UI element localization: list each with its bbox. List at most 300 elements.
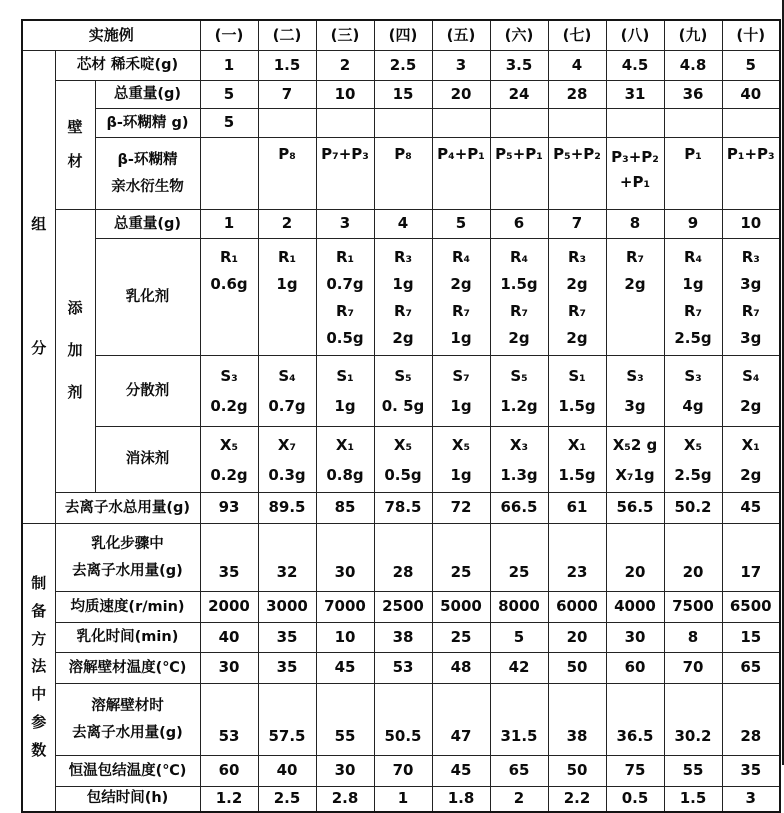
value-cell bbox=[606, 138, 664, 210]
column-header: 实施例 bbox=[22, 20, 200, 51]
value-cell bbox=[664, 239, 722, 356]
value-cell bbox=[200, 239, 258, 356]
cell-line: 3g bbox=[624, 397, 646, 415]
value-cell: 78.5 bbox=[374, 493, 432, 524]
cell-line: 2g bbox=[624, 275, 646, 293]
cell-line: S₁ bbox=[336, 367, 354, 385]
row-label: 总重量(g) bbox=[95, 81, 200, 109]
value-cell: 3.5 bbox=[490, 51, 548, 81]
cell-line: X₅ bbox=[219, 435, 239, 454]
column-header: (十) bbox=[722, 20, 780, 51]
patent-table bbox=[21, 19, 781, 813]
value-cell: 40 bbox=[200, 623, 258, 653]
cell-line: R₇ bbox=[683, 302, 703, 320]
value-cell: 55 bbox=[664, 756, 722, 787]
value-cell: 1 bbox=[200, 51, 258, 81]
value-cell: 72 bbox=[432, 493, 490, 524]
row-label: 溶解壁材温度(℃) bbox=[55, 653, 200, 684]
group-label-char: 分 bbox=[31, 339, 47, 357]
cell-line: S₄ bbox=[742, 367, 760, 385]
column-header: (一) bbox=[200, 20, 258, 51]
table-row bbox=[22, 239, 780, 356]
value-cell: 10 bbox=[316, 81, 374, 109]
row-label: 乳化时间(min) bbox=[55, 623, 200, 653]
value-cell: 20 bbox=[606, 524, 664, 592]
cell-line: R₇ bbox=[509, 302, 529, 320]
value-cell: 7 bbox=[548, 210, 606, 239]
value-cell bbox=[432, 427, 490, 493]
cell-line: 1g bbox=[682, 275, 704, 293]
value-cell: P₅+P₂ bbox=[548, 138, 606, 210]
value-cell: 75 bbox=[606, 756, 664, 787]
value-cell: 0.5 bbox=[606, 787, 664, 812]
value-cell: 1 bbox=[374, 787, 432, 812]
value-cell: 24 bbox=[490, 81, 548, 109]
group-label bbox=[55, 210, 95, 493]
cell-line: R₁ bbox=[219, 248, 239, 266]
value-cell: 30 bbox=[316, 756, 374, 787]
value-cell bbox=[490, 427, 548, 493]
group-label-char: 加 bbox=[67, 341, 83, 360]
value-cell: 89.5 bbox=[258, 493, 316, 524]
cell-line: 2g bbox=[740, 397, 762, 415]
cell-line: 0.5g bbox=[384, 465, 422, 484]
cell-line: 去离子水用量(g) bbox=[72, 562, 183, 579]
row-label: 恒温包结温度(℃) bbox=[55, 756, 200, 787]
cell-line: 0.7g bbox=[268, 397, 306, 415]
value-cell: 45 bbox=[316, 653, 374, 684]
value-cell bbox=[664, 427, 722, 493]
table-row bbox=[22, 684, 780, 756]
value-cell: 65 bbox=[490, 756, 548, 787]
cell-line: R₄ bbox=[683, 248, 703, 266]
value-cell: 30 bbox=[200, 653, 258, 684]
value-cell: 2000 bbox=[200, 592, 258, 623]
value-cell: 25 bbox=[432, 524, 490, 592]
cell-line: 1.5g bbox=[558, 397, 596, 415]
value-cell: 3 bbox=[722, 787, 780, 812]
value-cell bbox=[374, 239, 432, 356]
cell-line: 0.2g bbox=[210, 465, 248, 484]
value-cell: 48 bbox=[432, 653, 490, 684]
value-cell: 35 bbox=[258, 653, 316, 684]
value-cell bbox=[722, 239, 780, 356]
value-cell: 7 bbox=[258, 81, 316, 109]
value-cell: 6 bbox=[490, 210, 548, 239]
group-label bbox=[55, 81, 95, 210]
value-cell: 35 bbox=[722, 756, 780, 787]
value-cell bbox=[664, 356, 722, 427]
value-cell: 36.5 bbox=[606, 684, 664, 756]
value-cell: 93 bbox=[200, 493, 258, 524]
value-cell bbox=[316, 427, 374, 493]
value-cell: 2.5 bbox=[258, 787, 316, 812]
cell-line: S₃ bbox=[220, 367, 238, 385]
cell-line: 1.3g bbox=[500, 465, 538, 484]
cell-line: 2.5g bbox=[674, 465, 712, 484]
row-label: 均质速度(r/min) bbox=[55, 592, 200, 623]
value-cell: 36 bbox=[664, 81, 722, 109]
table-row bbox=[22, 20, 780, 51]
value-cell: 15 bbox=[722, 623, 780, 653]
value-cell: 20 bbox=[432, 81, 490, 109]
value-cell: 17 bbox=[722, 524, 780, 592]
value-cell: P₁ bbox=[664, 138, 722, 210]
cell-line: R₇ bbox=[451, 302, 471, 320]
value-cell bbox=[316, 356, 374, 427]
value-cell: 50.5 bbox=[374, 684, 432, 756]
cell-line: R₇ bbox=[335, 302, 355, 320]
value-cell: P₈ bbox=[374, 138, 432, 210]
value-cell bbox=[432, 109, 490, 138]
table-row bbox=[22, 524, 780, 592]
value-cell: 1.5 bbox=[664, 787, 722, 812]
value-cell: 2 bbox=[316, 51, 374, 81]
cell-line: R₃ bbox=[741, 248, 760, 266]
value-cell: 2.8 bbox=[316, 787, 374, 812]
cell-line: 1g bbox=[450, 329, 472, 347]
value-cell: 3 bbox=[316, 210, 374, 239]
value-cell: 5 bbox=[200, 109, 258, 138]
cell-line: R₇ bbox=[741, 302, 760, 320]
cell-line: 0.2g bbox=[210, 397, 248, 415]
value-cell bbox=[722, 109, 780, 138]
value-cell: 47 bbox=[432, 684, 490, 756]
value-cell bbox=[548, 427, 606, 493]
cell-line: 2g bbox=[566, 275, 588, 293]
cell-line: X₃ bbox=[509, 435, 529, 454]
value-cell bbox=[316, 109, 374, 138]
value-cell bbox=[606, 109, 664, 138]
cell-line: X₅2 g bbox=[612, 435, 658, 454]
value-cell: 57.5 bbox=[258, 684, 316, 756]
table-row bbox=[22, 787, 780, 812]
cell-line: R₇ bbox=[567, 302, 587, 320]
value-cell bbox=[490, 356, 548, 427]
table-row bbox=[22, 138, 780, 210]
value-cell: 45 bbox=[722, 493, 780, 524]
value-cell: 40 bbox=[258, 756, 316, 787]
value-cell bbox=[722, 427, 780, 493]
row-label: 芯材 稀禾啶(g) bbox=[55, 51, 200, 81]
cell-line: X₇ bbox=[277, 435, 297, 454]
value-cell: P₇+P₃ bbox=[316, 138, 374, 210]
cell-line: P₃+P₂ bbox=[611, 148, 659, 166]
cell-line: 去离子水用量(g) bbox=[72, 724, 183, 741]
cell-line: R₇ bbox=[625, 248, 645, 266]
cell-line: β-环糊精 bbox=[117, 151, 178, 168]
group-label-char: 添 bbox=[67, 299, 83, 318]
row-label: 包结时间(h) bbox=[55, 787, 200, 812]
table-row bbox=[22, 51, 780, 81]
value-cell: 5000 bbox=[432, 592, 490, 623]
cell-line: X₇1g bbox=[615, 465, 655, 484]
value-cell: 61 bbox=[548, 493, 606, 524]
value-cell: 6500 bbox=[722, 592, 780, 623]
table-row bbox=[22, 427, 780, 493]
value-cell: 1.8 bbox=[432, 787, 490, 812]
cell-line: 1.5g bbox=[558, 465, 596, 484]
cell-line: S₃ bbox=[684, 367, 702, 385]
value-cell: 10 bbox=[316, 623, 374, 653]
cell-line: R₃ bbox=[393, 248, 413, 266]
cell-line: 1.5g bbox=[500, 275, 538, 293]
cell-line: S₇ bbox=[452, 367, 470, 385]
group-label-char: 备 bbox=[31, 601, 47, 620]
value-cell bbox=[490, 239, 548, 356]
value-cell: 7500 bbox=[664, 592, 722, 623]
value-cell: 35 bbox=[200, 524, 258, 592]
table-row bbox=[22, 653, 780, 684]
cell-line: 1g bbox=[392, 275, 414, 293]
cell-line: 0.8g bbox=[326, 465, 364, 484]
value-cell: 28 bbox=[548, 81, 606, 109]
value-cell bbox=[606, 427, 664, 493]
group-label-char: 法 bbox=[31, 657, 47, 676]
value-cell bbox=[374, 109, 432, 138]
cell-line: 溶解壁材时 bbox=[91, 697, 164, 714]
row-label bbox=[95, 138, 200, 210]
value-cell: 1 bbox=[200, 210, 258, 239]
cell-line: 1g bbox=[334, 397, 356, 415]
value-cell: 10 bbox=[722, 210, 780, 239]
cell-line: 0. 5g bbox=[381, 397, 425, 415]
value-cell bbox=[200, 356, 258, 427]
cell-line: 2g bbox=[740, 465, 762, 484]
table-row bbox=[22, 109, 780, 138]
row-label: 乳化剂 bbox=[95, 239, 200, 356]
column-header: (九) bbox=[664, 20, 722, 51]
cell-line: +P₁ bbox=[619, 173, 651, 191]
value-cell bbox=[548, 109, 606, 138]
value-cell: 2.5 bbox=[374, 51, 432, 81]
cell-line: 2.5g bbox=[674, 329, 712, 347]
cell-line: 1g bbox=[276, 275, 298, 293]
cell-line: S₄ bbox=[278, 367, 296, 385]
cell-line: 0.6g bbox=[210, 275, 248, 293]
cell-line: 4g bbox=[682, 397, 704, 415]
cell-line: S₅ bbox=[510, 367, 528, 385]
cell-line: 1g bbox=[450, 397, 472, 415]
cell-line: 1g bbox=[450, 465, 472, 484]
value-cell: 28 bbox=[374, 524, 432, 592]
value-cell bbox=[548, 356, 606, 427]
row-label: 去离子水总用量(g) bbox=[55, 493, 200, 524]
value-cell bbox=[258, 427, 316, 493]
value-cell: 30 bbox=[606, 623, 664, 653]
group-label-char: 材 bbox=[67, 152, 83, 170]
value-cell: 31 bbox=[606, 81, 664, 109]
value-cell bbox=[722, 356, 780, 427]
value-cell: 8 bbox=[606, 210, 664, 239]
value-cell: 25 bbox=[432, 623, 490, 653]
cell-line: 3g bbox=[740, 329, 762, 347]
cell-line: R₁ bbox=[335, 248, 355, 266]
value-cell: 5 bbox=[200, 81, 258, 109]
value-cell bbox=[200, 427, 258, 493]
row-label: β-环糊精 g) bbox=[95, 109, 200, 138]
value-cell: 8 bbox=[664, 623, 722, 653]
cell-line: 3g bbox=[740, 275, 762, 293]
value-cell bbox=[432, 356, 490, 427]
value-cell bbox=[258, 109, 316, 138]
column-header: (七) bbox=[548, 20, 606, 51]
cell-line: X₁ bbox=[335, 435, 355, 454]
value-cell: 45 bbox=[432, 756, 490, 787]
cell-line: R₃ bbox=[567, 248, 587, 266]
value-cell bbox=[606, 239, 664, 356]
value-cell: 5 bbox=[490, 623, 548, 653]
value-cell: 60 bbox=[200, 756, 258, 787]
cell-line: 2g bbox=[450, 275, 472, 293]
table-row bbox=[22, 493, 780, 524]
value-cell bbox=[258, 239, 316, 356]
cell-line: 亲水衍生物 bbox=[111, 178, 184, 195]
cell-line: 1.2g bbox=[500, 397, 538, 415]
group-label-char: 制 bbox=[31, 574, 47, 593]
value-cell: 2 bbox=[490, 787, 548, 812]
column-header: (六) bbox=[490, 20, 548, 51]
cell-line: R₇ bbox=[393, 302, 413, 320]
group-label-char: 参 bbox=[31, 712, 47, 731]
group-label-char: 组 bbox=[31, 215, 47, 234]
value-cell: P₄+P₁ bbox=[432, 138, 490, 210]
table-row bbox=[22, 623, 780, 653]
cell-line: R₁ bbox=[277, 248, 297, 266]
value-cell: 30 bbox=[316, 524, 374, 592]
table-row bbox=[22, 81, 780, 109]
value-cell bbox=[316, 239, 374, 356]
value-cell: 1.5 bbox=[258, 51, 316, 81]
group-label bbox=[22, 51, 55, 524]
value-cell: P₁+P₃ bbox=[722, 138, 780, 210]
value-cell: 5 bbox=[432, 210, 490, 239]
table-row bbox=[22, 356, 780, 427]
table-row bbox=[22, 210, 780, 239]
cell-line: R₄ bbox=[451, 248, 471, 266]
row-label: 分散剂 bbox=[95, 356, 200, 427]
value-cell: 25 bbox=[490, 524, 548, 592]
column-header: (五) bbox=[432, 20, 490, 51]
value-cell: 7000 bbox=[316, 592, 374, 623]
value-cell bbox=[374, 427, 432, 493]
cell-line: X₁ bbox=[741, 435, 760, 454]
row-label bbox=[55, 684, 200, 756]
value-cell: 3000 bbox=[258, 592, 316, 623]
value-cell: 32 bbox=[258, 524, 316, 592]
value-cell: 55 bbox=[316, 684, 374, 756]
value-cell: 42 bbox=[490, 653, 548, 684]
row-label bbox=[55, 524, 200, 592]
group-label-char: 壁 bbox=[67, 118, 83, 137]
value-cell: 50.2 bbox=[664, 493, 722, 524]
group-label bbox=[22, 524, 55, 812]
column-header: (八) bbox=[606, 20, 664, 51]
value-cell: 53 bbox=[200, 684, 258, 756]
value-cell: 85 bbox=[316, 493, 374, 524]
value-cell bbox=[664, 109, 722, 138]
value-cell: 5 bbox=[722, 51, 780, 81]
value-cell: 1.2 bbox=[200, 787, 258, 812]
value-cell: 20 bbox=[548, 623, 606, 653]
cell-line: S₃ bbox=[626, 367, 644, 385]
table-row bbox=[22, 756, 780, 787]
cell-line: X₁ bbox=[567, 435, 587, 454]
cell-line: 2g bbox=[566, 329, 588, 347]
value-cell: 2500 bbox=[374, 592, 432, 623]
value-cell: 65 bbox=[722, 653, 780, 684]
group-label-char: 中 bbox=[31, 685, 47, 704]
column-header: (二) bbox=[258, 20, 316, 51]
value-cell: 38 bbox=[374, 623, 432, 653]
group-label-char: 方 bbox=[31, 629, 47, 648]
value-cell: 3 bbox=[432, 51, 490, 81]
cell-line: 2g bbox=[392, 329, 414, 347]
value-cell: P₅+P₁ bbox=[490, 138, 548, 210]
row-label: 总重量(g) bbox=[95, 210, 200, 239]
value-cell: 50 bbox=[548, 756, 606, 787]
value-cell: 31.5 bbox=[490, 684, 548, 756]
value-cell: 2.2 bbox=[548, 787, 606, 812]
value-cell: 70 bbox=[374, 756, 432, 787]
column-header: (四) bbox=[374, 20, 432, 51]
value-cell: 4 bbox=[374, 210, 432, 239]
value-cell: 60 bbox=[606, 653, 664, 684]
cell-line: 2g bbox=[508, 329, 530, 347]
value-cell bbox=[200, 138, 258, 210]
value-cell: 4 bbox=[548, 51, 606, 81]
value-cell bbox=[432, 239, 490, 356]
cell-line: 0.5g bbox=[326, 329, 364, 347]
cell-line: S₁ bbox=[568, 367, 586, 385]
value-cell bbox=[606, 356, 664, 427]
value-cell: 35 bbox=[258, 623, 316, 653]
value-cell bbox=[490, 109, 548, 138]
value-cell: 40 bbox=[722, 81, 780, 109]
value-cell: 6000 bbox=[548, 592, 606, 623]
value-cell: 20 bbox=[664, 524, 722, 592]
cell-line: 乳化步骤中 bbox=[91, 535, 164, 552]
cell-line: X₅ bbox=[393, 435, 413, 454]
value-cell: 66.5 bbox=[490, 493, 548, 524]
value-cell: 70 bbox=[664, 653, 722, 684]
value-cell bbox=[548, 239, 606, 356]
value-cell: 9 bbox=[664, 210, 722, 239]
cell-line: S₅ bbox=[394, 367, 412, 385]
value-cell: 8000 bbox=[490, 592, 548, 623]
value-cell: 23 bbox=[548, 524, 606, 592]
value-cell: 38 bbox=[548, 684, 606, 756]
cell-line: X₅ bbox=[451, 435, 471, 454]
value-cell: 53 bbox=[374, 653, 432, 684]
value-cell: 28 bbox=[722, 684, 780, 756]
value-cell: 4.8 bbox=[664, 51, 722, 81]
value-cell: 50 bbox=[548, 653, 606, 684]
cell-line: X₅ bbox=[683, 435, 703, 454]
value-cell: 4000 bbox=[606, 592, 664, 623]
row-label: 消沫剂 bbox=[95, 427, 200, 493]
value-cell: P₈ bbox=[258, 138, 316, 210]
value-cell: 2 bbox=[258, 210, 316, 239]
value-cell: 15 bbox=[374, 81, 432, 109]
column-header: (三) bbox=[316, 20, 374, 51]
cell-line: 0.3g bbox=[268, 465, 306, 484]
group-label-char: 剂 bbox=[67, 382, 83, 401]
value-cell bbox=[258, 356, 316, 427]
table-row bbox=[22, 592, 780, 623]
cell-line: R₄ bbox=[509, 248, 529, 266]
value-cell bbox=[374, 356, 432, 427]
